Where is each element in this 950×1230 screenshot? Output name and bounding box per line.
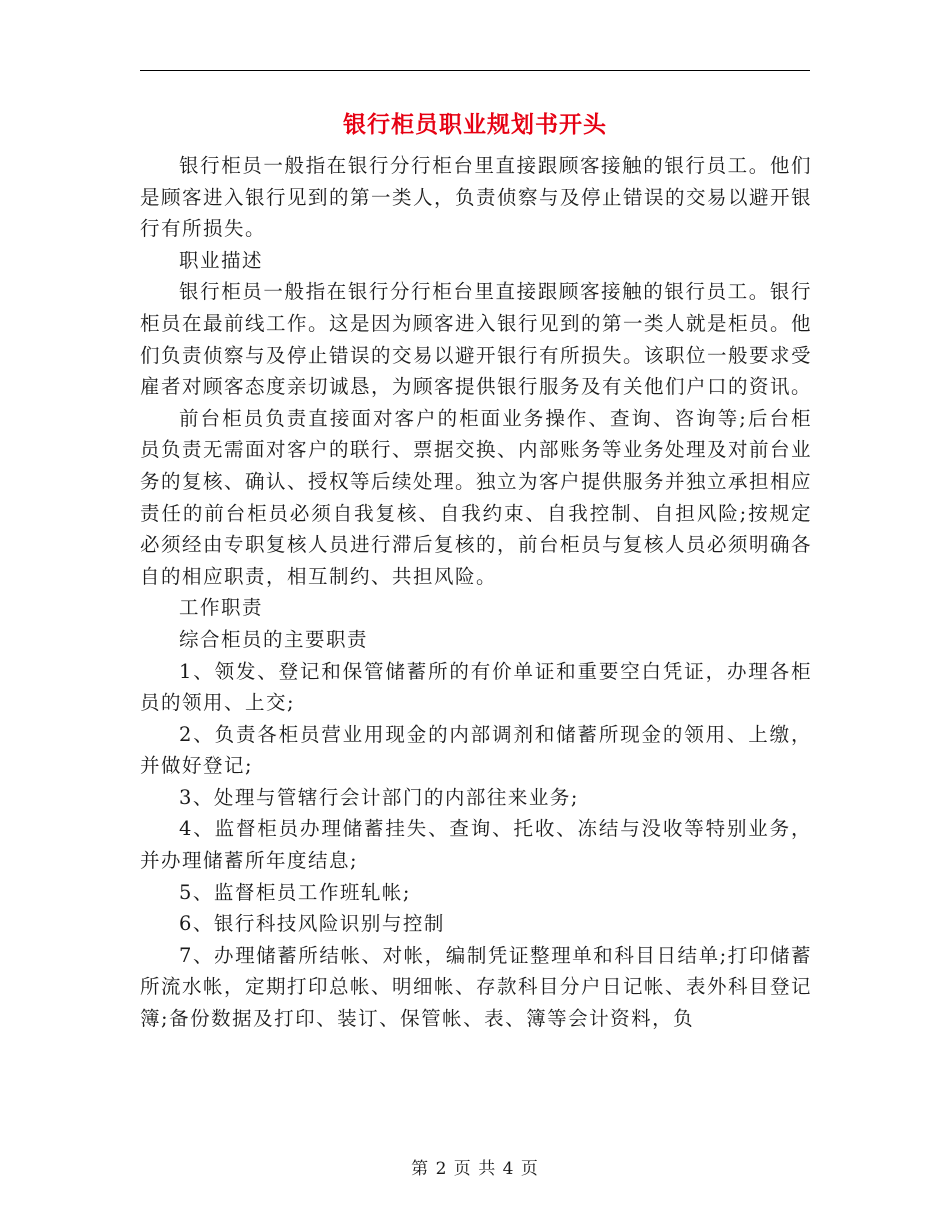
subheading-main-duties: 综合柜员的主要职责 [179, 627, 369, 651]
duty-item-7: 7、办理储蓄所结帐、对帐，编制凭证整理单和科目日结单;打印储蓄所流水帐，定期打印总帐、明细帐、存款科目分户日记帐、表外科目登记簿;备份数据及打印、装订、保管帐、表、簿等会计资料，负 [140, 943, 813, 1031]
duty-item-5: 5、监督柜员工作班轧帐; [179, 880, 411, 904]
header-rule [140, 70, 810, 71]
paragraph-intro: 银行柜员一般指在银行分行柜台里直接跟顾客接触的银行员工。他们是顾客进入银行见到的第一类人，负责侦察与及停止错误的交易以避开银行有所损失。 [140, 154, 813, 241]
duty-item-3: 3、处理与管辖行会计部门的内部往来业务; [179, 785, 579, 809]
document-body [140, 150, 812, 1035]
section-heading-duties: 工作职责 [179, 596, 264, 620]
section-heading-job-description: 职业描述 [179, 248, 264, 272]
duty-item-4: 4、监督柜员办理储蓄挂失、查询、托收、冻结与没收等特别业务，并办理储蓄所年度结息; [140, 817, 812, 873]
paragraph-front-back-teller: 前台柜员负责直接面对客户的柜面业务操作、查询、咨询等;后台柜员负责无需面对客户的联行、票据交换、内部账务等业务处理及对前台业务的复核、确认、授权等后续处理。独立为客户提供服务并独立承担相应责任的前台柜员必须自我复核、自我约束、自我控制、自担风险;按规定必须经由专职复核人员进行滞后复核的，前台柜员与复核人员必须明确各自的相应职责，相互制约、共担风险。 [140, 406, 813, 588]
document-title: 银行柜员职业规划书开头 [343, 111, 607, 138]
duty-item-2: 2、负责各柜员营业用现金的内部调剂和储蓄所现金的领用、上缴，并做好登记; [140, 722, 812, 778]
duty-item-1: 1、领发、登记和保管储蓄所的有价单证和重要空白凭证，办理各柜员的领用、上交; [140, 659, 812, 715]
duty-item-6: 6、银行科技风险识别与控制 [179, 912, 445, 936]
page-number: 第 2 页 共 4 页 [411, 1159, 539, 1179]
paragraph-job-description: 银行柜员一般指在银行分行柜台里直接跟顾客接触的银行员工。银行柜员在最前线工作。这是因为顾客进入银行见到的第一类人就是柜员。他们负责侦察与及停止错误的交易以避开银行有所损失。该职位一般要求受雇者对顾客态度亲切诚恳，为顾客提供银行服务及有关他们户口的资讯。 [140, 280, 813, 399]
